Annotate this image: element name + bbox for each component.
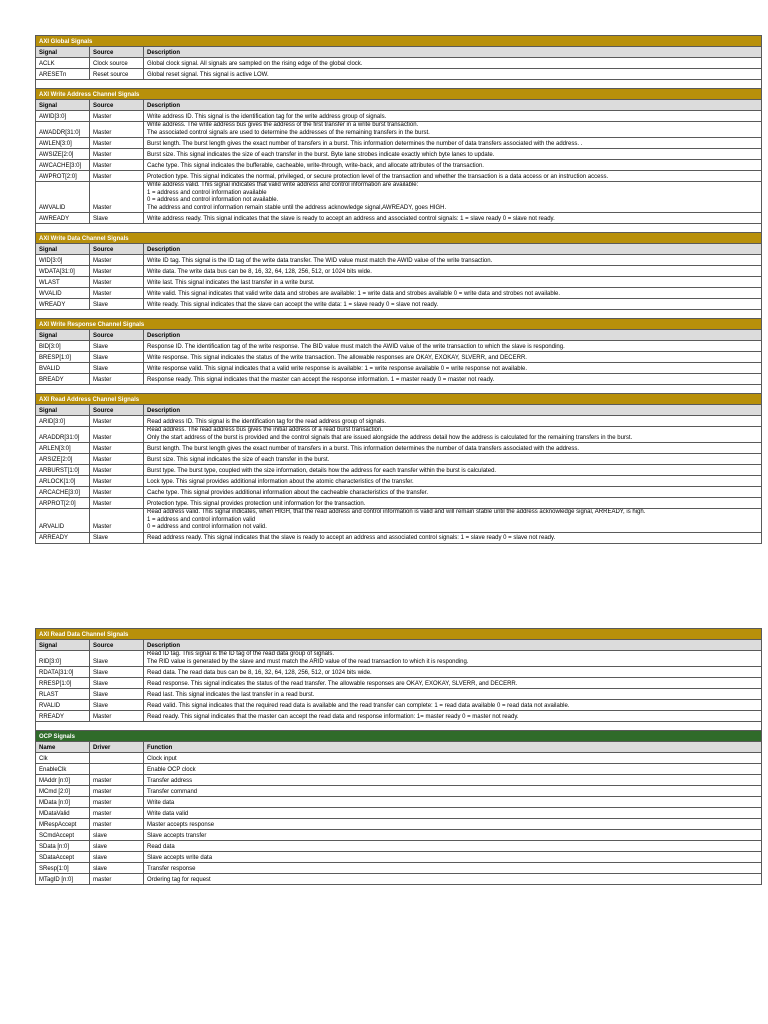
signal-source-cell: Master: [90, 465, 144, 476]
signal-source-cell: Slave: [90, 678, 144, 689]
signal-name-cell: SCmdAccept: [36, 830, 90, 841]
signal-name-cell: MDataValid: [36, 808, 90, 819]
table-row: [36, 667, 762, 678]
signal-name-cell: WDATA[31:0]: [36, 266, 90, 277]
signal-description-cell: Read address ID. This signal is the identification tag for the read address group of signals.: [144, 416, 762, 427]
signal-name-cell: RDATA[31:0]: [36, 667, 90, 678]
table-row: [36, 689, 762, 700]
column-header: Signal: [36, 47, 90, 58]
section-title: AXI Write Data Channel Signals: [36, 233, 762, 244]
signal-description-cell: Write ready. This signal indicates that the slave can accept the write data: 1 = slave ready 0 = slave not ready.: [144, 299, 762, 310]
column-header: Signal: [36, 405, 90, 416]
signal-source-cell: slave: [90, 841, 144, 852]
signal-name-cell: AWREADY: [36, 213, 90, 224]
column-header: Source: [90, 244, 144, 255]
signal-name-cell: BVALID: [36, 363, 90, 374]
signal-name-cell: MRespAccept: [36, 819, 90, 830]
signal-source-cell: Master: [90, 288, 144, 299]
column-header: Signal: [36, 330, 90, 341]
signal-source-cell: master: [90, 797, 144, 808]
spacer-cell: [36, 310, 762, 319]
axi-signals-table-1: [35, 35, 762, 544]
table-row: [36, 465, 762, 476]
signal-description-cell: Slave accepts write data: [144, 852, 762, 863]
table-row: [36, 58, 762, 69]
signal-source-cell: Slave: [90, 651, 144, 667]
column-header: Description: [144, 405, 762, 416]
signal-source-cell: Master: [90, 171, 144, 182]
signal-name-cell: ARREADY: [36, 532, 90, 543]
spacer-row: [36, 310, 762, 319]
table-row: [36, 182, 762, 213]
signal-source-cell: [90, 753, 144, 764]
signal-name-cell: WLAST: [36, 277, 90, 288]
signal-source-cell: master: [90, 819, 144, 830]
spacer-cell: [36, 385, 762, 394]
signal-description-cell: Write address valid. This signal indicates that valid write address and control information are available: 1 = address and control information available 0 = address and control information not available. The address and control information remain stable until the address acknowledge signal,AWREADY, goes HIGH.: [144, 182, 762, 213]
table-row: [36, 753, 762, 764]
signal-name-cell: AWCACHE[3:0]: [36, 160, 90, 171]
section-title: AXI Global Signals: [36, 36, 762, 47]
table-row: [36, 532, 762, 543]
spacer-cell: [36, 224, 762, 233]
signal-name-cell: ARID[3:0]: [36, 416, 90, 427]
signal-description-cell: Lock type. This signal provides additional information about the atomic characteristics of the transfer.: [144, 476, 762, 487]
table-row: [36, 651, 762, 667]
table-row: [36, 786, 762, 797]
signal-description-cell: Transfer response: [144, 863, 762, 874]
signal-name-cell: ARSIZE[2:0]: [36, 454, 90, 465]
signal-description-cell: Read data. The read data bus can be 8, 16, 32, 64, 128, 256, 512, or 1024 bits wide.: [144, 667, 762, 678]
spacer-row: [36, 722, 762, 731]
signal-source-cell: Master: [90, 509, 144, 533]
table-row: [36, 69, 762, 80]
table-row: [36, 764, 762, 775]
signal-source-cell: Slave: [90, 341, 144, 352]
section-title-row: [36, 731, 762, 742]
signal-description-cell: Write valid. This signal indicates that valid write data and strobes are available: 1 = write data and strobes available 0 = write data and strobes not available.: [144, 288, 762, 299]
signal-source-cell: Master: [90, 443, 144, 454]
table-row: [36, 711, 762, 722]
signal-name-cell: RLAST: [36, 689, 90, 700]
table-row: [36, 299, 762, 310]
signal-source-cell: Master: [90, 427, 144, 443]
signal-description-cell: Global clock signal. All signals are sampled on the rising edge of the global clock.: [144, 58, 762, 69]
signal-source-cell: Master: [90, 374, 144, 385]
signal-name-cell: MCmd [2:0]: [36, 786, 90, 797]
column-header: Source: [90, 640, 144, 651]
signal-description-cell: Write address. The write address bus gives the address of the first transfer in a write burst transaction. The associated control signals are used to determine the addresses of the remaining transfers in the burst.: [144, 122, 762, 138]
table-row: [36, 775, 762, 786]
signal-name-cell: BREADY: [36, 374, 90, 385]
signal-description-cell: Read address valid. This signal indicates, when HIGH, that the read address and control information is valid and will remain stable until the address acknowledge signal, ARREADY, is high. 1 = address and control information valid 0 = address and control information not valid.: [144, 509, 762, 533]
signal-name-cell: EnableClk: [36, 764, 90, 775]
table-row: [36, 797, 762, 808]
signal-name-cell: SResp[1:0]: [36, 863, 90, 874]
signal-description-cell: Write response. This signal indicates the status of the write transaction. The allowable responses are OKAY, EXOKAY, SLVERR, and DECERR.: [144, 352, 762, 363]
signal-description-cell: Cache type. This signal provides additional information about the cacheable characteristics of the transfer.: [144, 487, 762, 498]
section-title: AXI Write Address Channel Signals: [36, 89, 762, 100]
signal-source-cell: slave: [90, 863, 144, 874]
signal-name-cell: RID[3:0]: [36, 651, 90, 667]
signal-name-cell: RRESP[1:0]: [36, 678, 90, 689]
table-row: [36, 138, 762, 149]
signal-name-cell: MTagID [n:0]: [36, 874, 90, 885]
signal-source-cell: master: [90, 786, 144, 797]
table-row: [36, 700, 762, 711]
signal-name-cell: AWVALID: [36, 182, 90, 213]
signal-source-cell: master: [90, 874, 144, 885]
signal-source-cell: Slave: [90, 700, 144, 711]
signal-description-cell: Enable OCP clock: [144, 764, 762, 775]
signal-name-cell: BID[3:0]: [36, 341, 90, 352]
signal-description-cell: Master accepts response: [144, 819, 762, 830]
spacer-cell: [36, 80, 762, 89]
column-header-row: [36, 640, 762, 651]
table-row: [36, 266, 762, 277]
signal-source-cell: Master: [90, 111, 144, 122]
signal-name-cell: SData [n:0]: [36, 841, 90, 852]
signal-description-cell: Write response valid. This signal indicates that a valid write response is available: 1 = write response available 0 = write response not available.: [144, 363, 762, 374]
signal-name-cell: RVALID: [36, 700, 90, 711]
table-row: [36, 808, 762, 819]
signal-description-cell: Protection type. This signal provides protection unit information for the transaction.: [144, 498, 762, 509]
signal-description-cell: Burst type. The burst type, coupled with the size information, details how the address for each transfer within the burst is calculated.: [144, 465, 762, 476]
signal-name-cell: MAddr [n:0]: [36, 775, 90, 786]
signal-description-cell: Slave accepts transfer: [144, 830, 762, 841]
signal-source-cell: Master: [90, 138, 144, 149]
signal-name-cell: ARBURST[1:0]: [36, 465, 90, 476]
signal-description-cell: Global reset signal. This signal is active LOW.: [144, 69, 762, 80]
signal-name-cell: MData [n:0]: [36, 797, 90, 808]
column-header: Source: [90, 330, 144, 341]
signal-source-cell: Slave: [90, 667, 144, 678]
column-header-row: [36, 330, 762, 341]
signal-description-cell: Write data: [144, 797, 762, 808]
signal-source-cell: Slave: [90, 363, 144, 374]
signal-source-cell: Master: [90, 711, 144, 722]
column-header: Source: [90, 100, 144, 111]
signal-description-cell: Burst length. The burst length gives the exact number of transfers in a burst. This information determines the number of data transfers associated with the address.: [144, 443, 762, 454]
table-row: [36, 288, 762, 299]
section-title: AXI Read Address Channel Signals: [36, 394, 762, 405]
column-header: Description: [144, 640, 762, 651]
table-row: [36, 487, 762, 498]
table-row: [36, 454, 762, 465]
table-row: [36, 341, 762, 352]
signal-description-cell: Read last. This signal indicates the last transfer in a read burst.: [144, 689, 762, 700]
column-header: Function: [144, 742, 762, 753]
section-title-row: [36, 36, 762, 47]
signal-description-cell: Transfer command: [144, 786, 762, 797]
section-title-row: [36, 394, 762, 405]
table-row: [36, 111, 762, 122]
spacer-row: [36, 80, 762, 89]
signal-description-cell: Read valid. This signal indicates that the required read data is available and the read transfer can complete: 1 = read data available 0 = read data not available.: [144, 700, 762, 711]
table-row: [36, 171, 762, 182]
signal-description-cell: Clock input: [144, 753, 762, 764]
signal-name-cell: ARESETn: [36, 69, 90, 80]
signal-description-cell: Read address ready. This signal indicates that the slave is ready to accept an address and associated control signals: 1 = slave ready 0 = slave not ready.: [144, 532, 762, 543]
signal-name-cell: ARVALID: [36, 509, 90, 533]
signal-source-cell: Master: [90, 487, 144, 498]
column-header-row: [36, 742, 762, 753]
table-row: [36, 874, 762, 885]
table-row: [36, 149, 762, 160]
section-title-row: [36, 629, 762, 640]
column-header: Source: [90, 405, 144, 416]
signal-name-cell: ARADDR[31:0]: [36, 427, 90, 443]
signal-name-cell: BRESP[1:0]: [36, 352, 90, 363]
signal-name-cell: ARLEN[3:0]: [36, 443, 90, 454]
signal-source-cell: Master: [90, 182, 144, 213]
signal-source-cell: Slave: [90, 213, 144, 224]
signal-source-cell: slave: [90, 852, 144, 863]
spacer-row: [36, 385, 762, 394]
signal-description-cell: Read ready. This signal indicates that the master can accept the read data and response information: 1= master ready 0 = master not ready.: [144, 711, 762, 722]
signal-description-cell: Read data: [144, 841, 762, 852]
column-header: Driver: [90, 742, 144, 753]
signal-source-cell: master: [90, 808, 144, 819]
table-row: [36, 443, 762, 454]
spacer-row: [36, 224, 762, 233]
signal-source-cell: Master: [90, 160, 144, 171]
signal-description-cell: Read ID tag. This signal is the ID tag of the read data group of signals. The RID value is generated by the slave and must match the ARID value of the read transaction to which it is responding.: [144, 651, 762, 667]
signal-name-cell: WID[3:0]: [36, 255, 90, 266]
section-title-row: [36, 233, 762, 244]
signal-description-cell: Write data. The write data bus can be 8, 16, 32, 64, 128, 256, 512, or 1024 bits wide.: [144, 266, 762, 277]
table-row: [36, 498, 762, 509]
column-header: Signal: [36, 244, 90, 255]
column-header-row: [36, 100, 762, 111]
signal-description-cell: Response ID. The identification tag of the write response. The BID value must match the AWID value of the write transaction to which the slave is responding.: [144, 341, 762, 352]
table-row: [36, 255, 762, 266]
signal-description-cell: Read response. This signal indicates the status of the read transfer. The allowable responses are OKAY, EXOKAY, SLVERR, and DECERR.: [144, 678, 762, 689]
signal-name-cell: SDataAccept: [36, 852, 90, 863]
signal-source-cell: Master: [90, 266, 144, 277]
table-row: [36, 374, 762, 385]
column-header: Description: [144, 330, 762, 341]
table-row: [36, 277, 762, 288]
table-row: [36, 427, 762, 443]
signal-name-cell: AWID[3:0]: [36, 111, 90, 122]
table-row: [36, 476, 762, 487]
signal-source-cell: slave: [90, 830, 144, 841]
signal-name-cell: WREADY: [36, 299, 90, 310]
signal-name-cell: ARPROT[2:0]: [36, 498, 90, 509]
table-row: [36, 160, 762, 171]
table-row: [36, 363, 762, 374]
table-row: [36, 213, 762, 224]
signal-source-cell: [90, 764, 144, 775]
section-title: OCP Signals: [36, 731, 762, 742]
signal-source-cell: Slave: [90, 689, 144, 700]
signal-source-cell: Master: [90, 454, 144, 465]
axi-signals-table-2: [35, 628, 762, 885]
column-header: Source: [90, 47, 144, 58]
column-header: Description: [144, 100, 762, 111]
signal-description-cell: Write address ready. This signal indicates that the slave is ready to accept an address and associated control signals: 1 = slave ready 0 = slave not ready.: [144, 213, 762, 224]
signal-source-cell: master: [90, 775, 144, 786]
table-row: [36, 841, 762, 852]
signal-name-cell: ACLK: [36, 58, 90, 69]
signal-source-cell: Master: [90, 122, 144, 138]
signal-source-cell: Master: [90, 277, 144, 288]
signal-description-cell: Read address. The read address bus gives the initial address of a read burst transaction. Only the start address of the burst is provided and the control signals that are issued alongside the address detail how the address is calculated for the remaining transfers in the burst.: [144, 427, 762, 443]
signal-source-cell: Master: [90, 476, 144, 487]
table-row: [36, 678, 762, 689]
table-row: [36, 852, 762, 863]
signal-name-cell: ARLOCK[1:0]: [36, 476, 90, 487]
column-header-row: [36, 405, 762, 416]
column-header: Signal: [36, 640, 90, 651]
section-title: AXI Read Data Channel Signals: [36, 629, 762, 640]
section-title-row: [36, 319, 762, 330]
signal-source-cell: Master: [90, 149, 144, 160]
signal-description-cell: Protection type. This signal indicates the normal, privileged, or secure protection level of the transaction and whether the transaction is a data access or an instruction access.: [144, 171, 762, 182]
signal-name-cell: AWADDR[31:0]: [36, 122, 90, 138]
signal-source-cell: Master: [90, 498, 144, 509]
signal-name-cell: WVALID: [36, 288, 90, 299]
table-row: [36, 509, 762, 533]
signal-name-cell: RREADY: [36, 711, 90, 722]
column-header: Description: [144, 47, 762, 58]
column-header-row: [36, 244, 762, 255]
signal-source-cell: Master: [90, 416, 144, 427]
signal-name-cell: AWSIZE[2:0]: [36, 149, 90, 160]
signal-description-cell: Write address ID. This signal is the identification tag for the write address group of signals.: [144, 111, 762, 122]
section-title-row: [36, 89, 762, 100]
signal-source-cell: Master: [90, 255, 144, 266]
signal-name-cell: Clk: [36, 753, 90, 764]
table-row: [36, 819, 762, 830]
column-header: Description: [144, 244, 762, 255]
signal-name-cell: AWLEN[3:0]: [36, 138, 90, 149]
column-header: Signal: [36, 100, 90, 111]
signal-source-cell: Slave: [90, 299, 144, 310]
column-header: Name: [36, 742, 90, 753]
signal-source-cell: Clock source: [90, 58, 144, 69]
spacer-cell: [36, 722, 762, 731]
signal-description-cell: Burst length. The burst length gives the exact number of transfers in a burst. This information determines the number of data transfers associated with the address. .: [144, 138, 762, 149]
signal-source-cell: Slave: [90, 352, 144, 363]
signal-description-cell: Write data valid: [144, 808, 762, 819]
signal-description-cell: Burst size. This signal indicates the size of each transfer in the burst.: [144, 454, 762, 465]
column-header-row: [36, 47, 762, 58]
table-row: [36, 830, 762, 841]
signal-description-cell: Write ID tag. This signal is the ID tag of the write data transfer. The WID value must match the AWID value of the write transaction.: [144, 255, 762, 266]
signal-description-cell: Response ready. This signal indicates that the master can accept the response information. 1 = master ready 0 = master not ready.: [144, 374, 762, 385]
table-row: [36, 352, 762, 363]
table-row: [36, 863, 762, 874]
signal-source-cell: Reset source: [90, 69, 144, 80]
signal-description-cell: Transfer address: [144, 775, 762, 786]
signal-name-cell: ARCACHE[3:0]: [36, 487, 90, 498]
signal-description-cell: Write last. This signal indicates the last transfer in a write burst.: [144, 277, 762, 288]
signal-description-cell: Ordering tag for request: [144, 874, 762, 885]
signal-name-cell: AWPROT[2:0]: [36, 171, 90, 182]
section-title: AXI Write Response Channel Signals: [36, 319, 762, 330]
signal-source-cell: Slave: [90, 532, 144, 543]
table-row: [36, 122, 762, 138]
signal-description-cell: Burst size. This signal indicates the size of each transfer in the burst. Byte lane strobes indicate exactly which byte lanes to update.: [144, 149, 762, 160]
table-row: [36, 416, 762, 427]
signal-description-cell: Cache type. This signal indicates the bufferable, cacheable, write-through, write-back, and allocate attributes of the transaction.: [144, 160, 762, 171]
